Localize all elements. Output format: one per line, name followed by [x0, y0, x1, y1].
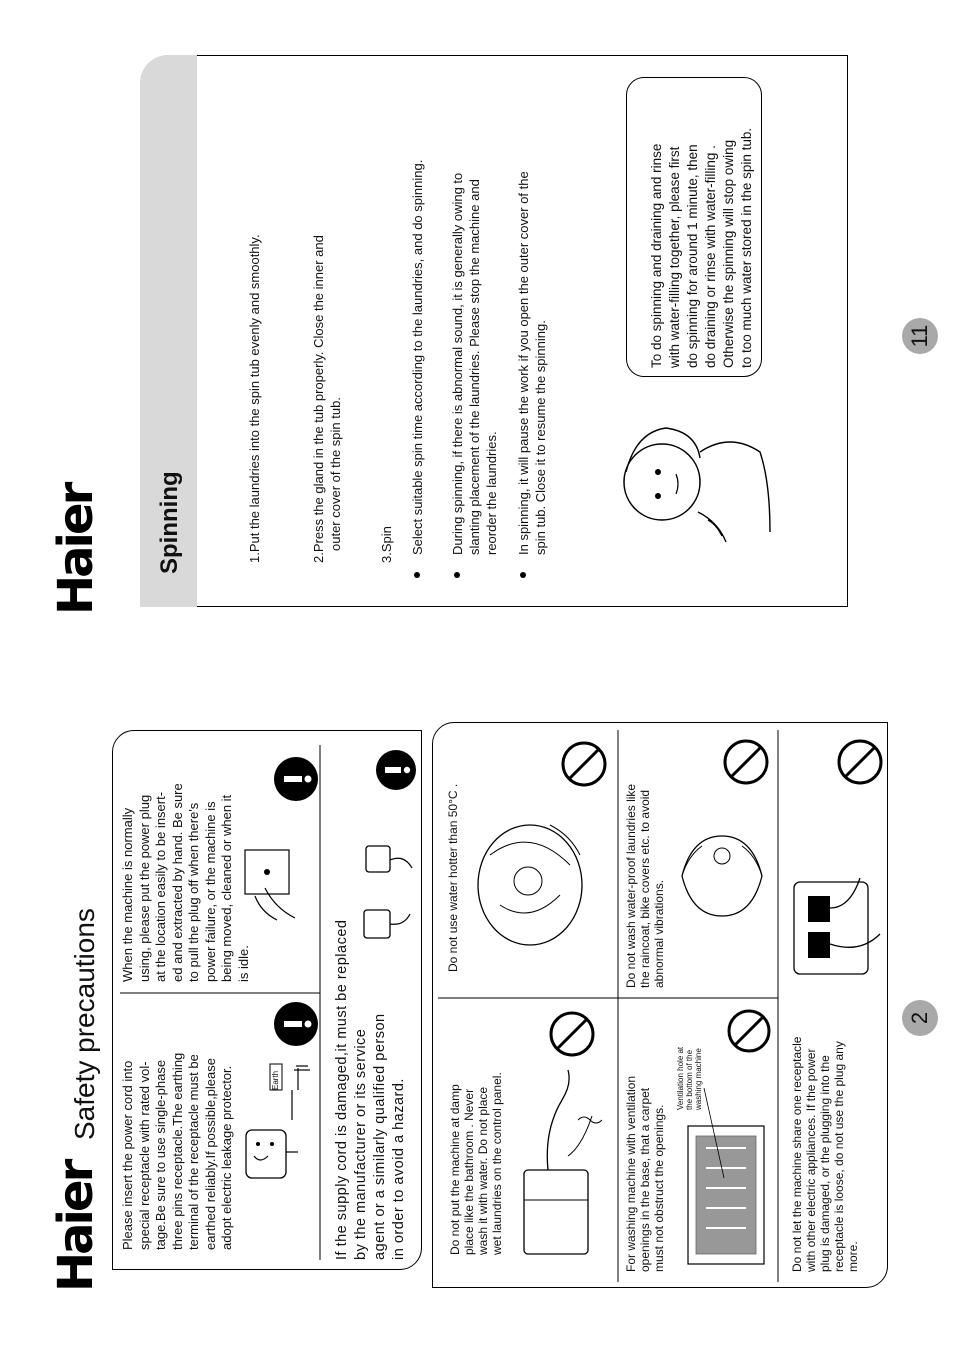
- machine-base-illustration: [684, 1118, 770, 1270]
- no-symbol-icon: [836, 738, 884, 786]
- no-symbol-icon: [560, 740, 608, 788]
- bullet-3: In spinning, it will pause the work if you open the outer cover of the spin tub. Close it to resume the spinning.: [516, 171, 548, 555]
- damp-place-text: Do not put the machine at damp place like the bathroom . Never wash it with water. Do not place wet laundries on the control panel.: [448, 1072, 504, 1255]
- raincoat-illustration: [672, 826, 772, 926]
- step-2: 2.Press the gland in the tub properly. Close the inner and outer cover of the spin tub.: [311, 235, 343, 563]
- ventilation-note: Ventilation hole at the bottom of the washing machine: [676, 1046, 703, 1110]
- shared-receptacle-illustration: [788, 862, 884, 982]
- no-symbol-icon: [726, 1008, 772, 1054]
- brand-logo-left: Haier: [48, 1161, 104, 1292]
- plug-extract-text: When the machine is normally using, please put the power plug at the location easily to be insert- ed and extracted by hand. Be sure to pull the plug off when there's power failure, or the machine is being moved, cleaned or when it is idle.: [120, 783, 251, 982]
- bullet-1: Select suitable spin time according to the laundries, and do spinning.: [410, 159, 425, 555]
- spinning-title: Spinning: [156, 471, 183, 574]
- bullet-dot: [454, 572, 460, 578]
- hot-water-text: Do not use water hotter than 50°C .: [446, 783, 460, 972]
- page-number-left: 2: [902, 1000, 938, 1036]
- power-plug-text: Please insert the power cord into special receptacle with rated vol- tage.Be sure to use single-phase three pins receptacle.The earthing terminal of the receptacle must be earthed reliably.If possible,please adopt electric leakage protector.: [120, 1052, 234, 1250]
- step-1: 1.Put the laundries into the spin tub evenly and smoothly.: [247, 234, 262, 563]
- safety-title: Safety precautions: [69, 908, 100, 1140]
- page-number-right: 11: [902, 318, 938, 354]
- bullet-dot: [414, 572, 420, 578]
- raincoat-text: Do not wash water-proof laundries like the raincoat, bike covers etc. to avoid abnormal vibrations.: [624, 783, 666, 988]
- earth-label: Earth: [271, 1070, 280, 1090]
- thinking-person-illustration: [618, 412, 778, 552]
- washing-hose-illustration: [508, 1060, 608, 1260]
- ventilation-text: For washing machine with ventilation openings in the base, that a carpet must not obstruct the openings.: [624, 1075, 666, 1272]
- note-text: To do spinning and draining and rinse with water-filling together, please first do spinning for around 1 minute, then do draining or rinse with water-filling . Otherwise the spinning will stop owing to too much water stored in the spin tub.: [649, 127, 754, 368]
- no-symbol-icon: [548, 1010, 596, 1058]
- supply-cord-text: If the supply cord is damaged,it must be replaced by the manufacturer or its service agent or a similarly qualified person in order to avoid a hazard.: [334, 919, 407, 1260]
- step-3: 3.Spin: [379, 526, 394, 563]
- receptacle-text: Do not let the machine share one receptacle with other electric appliances. If the power plug is damaged, or the plugging into the receptacle is loose, do not use the plug any more.: [790, 1036, 860, 1272]
- brand-logo-right: Haier: [48, 484, 104, 615]
- hot-water-tub-illustration: [470, 805, 600, 955]
- bullet-2: During spinning, if there is abnormal sound, it is generally owing to slanting placement of the laundries. Please stop the machine and reorder the laundries.: [450, 172, 499, 555]
- bullet-dot: [520, 572, 526, 578]
- no-symbol-icon: [722, 738, 770, 786]
